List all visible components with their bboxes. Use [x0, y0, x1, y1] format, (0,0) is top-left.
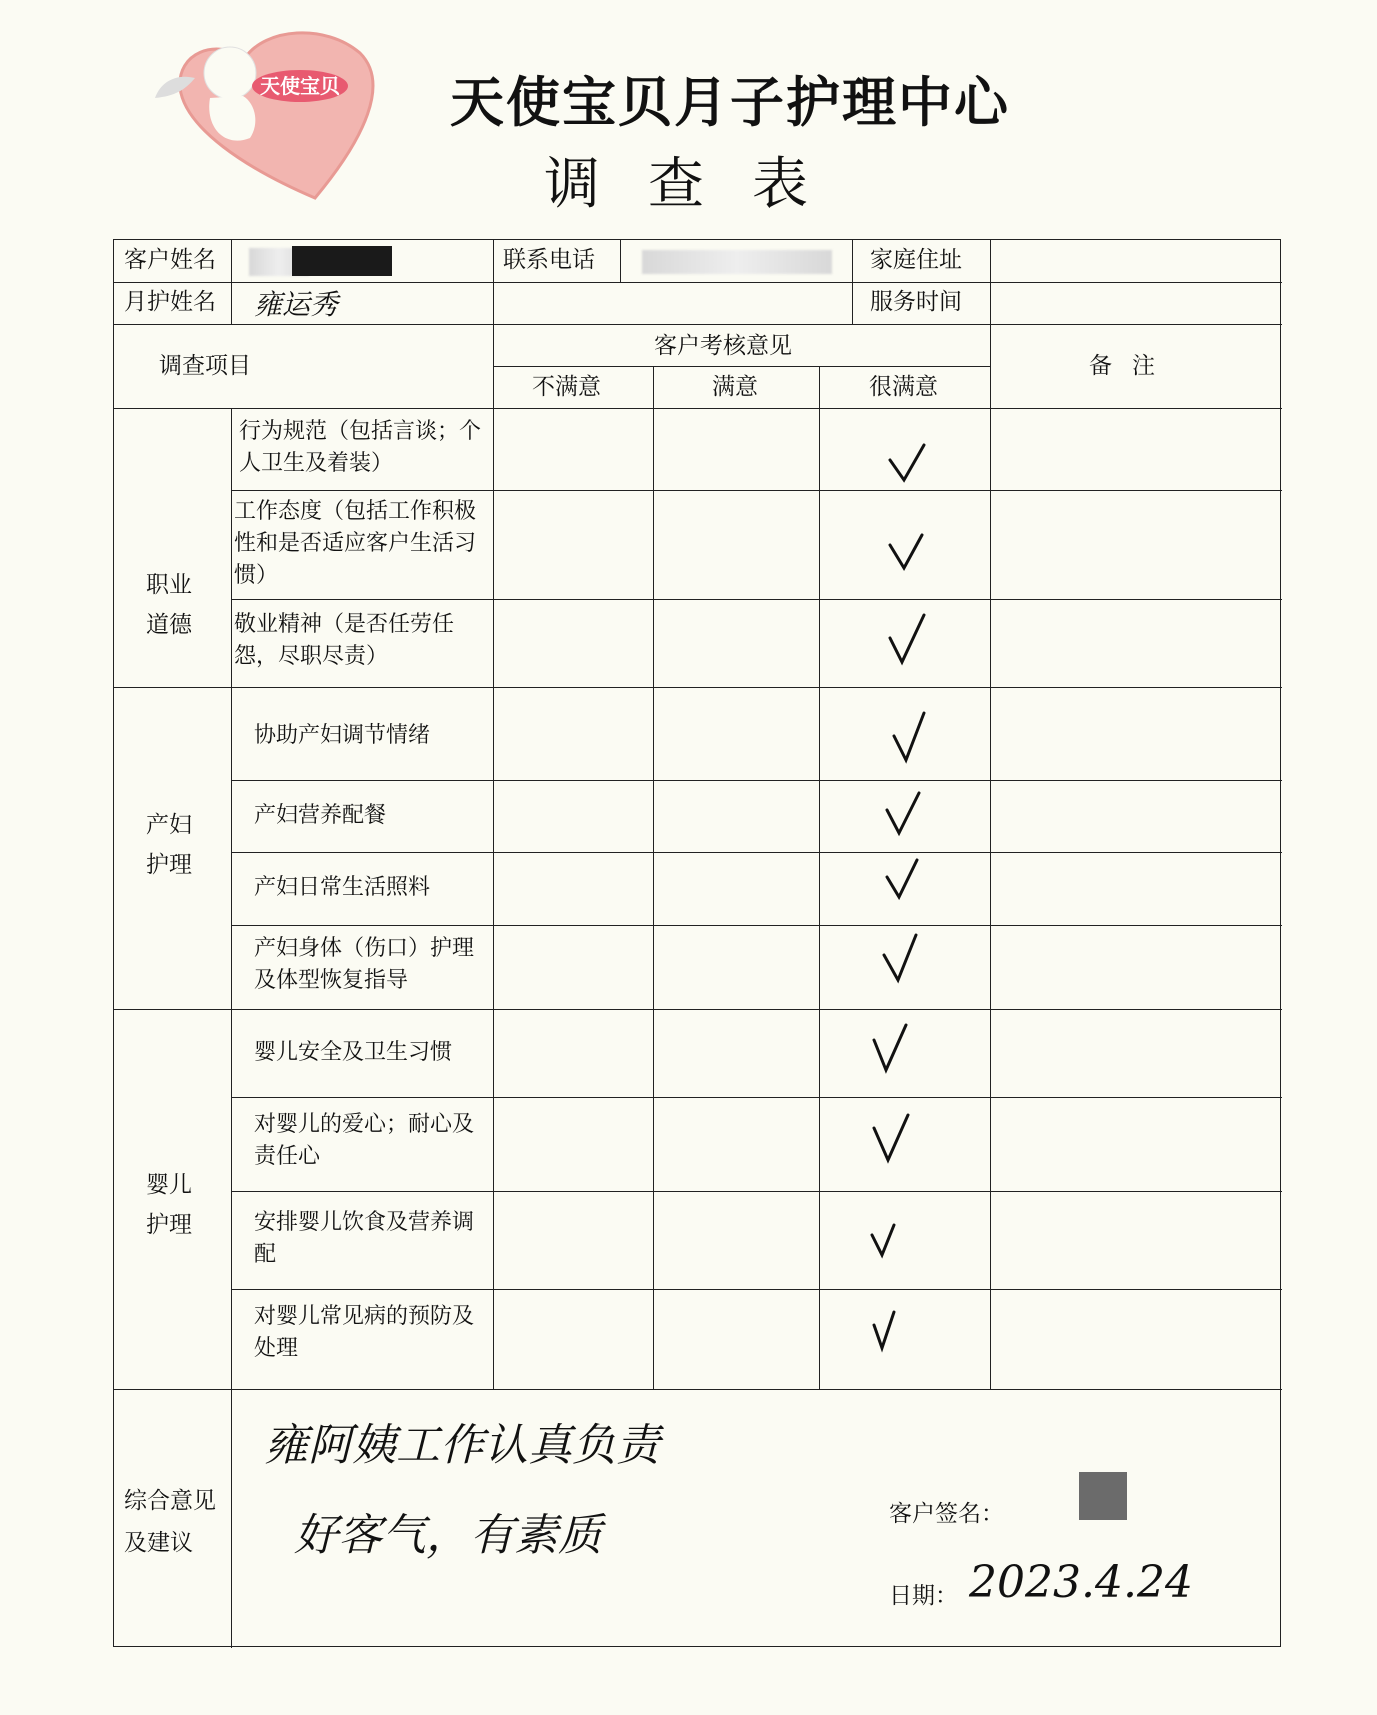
- address-label: 家庭住址: [870, 247, 962, 273]
- svg-text:2023.4.24: 2023.4.24: [969, 1557, 1193, 1608]
- page-subtitle: 调查表: [544, 152, 856, 217]
- logo: [125, 18, 385, 218]
- category-label: 产妇护理: [146, 812, 192, 878]
- summary-comment-handwriting: [254, 1400, 814, 1600]
- check-mark-icon: [866, 1020, 916, 1080]
- service-time-label: 服务时间: [870, 289, 962, 315]
- survey-item: 产妇身体（伤口）护理及体型恢复指导: [254, 936, 475, 993]
- svg-text:好客气，有素质: 好客气，有素质: [294, 1510, 602, 1561]
- opinion-header: 客户考核意见: [654, 333, 792, 359]
- nurse-name-label: 月护姓名: [124, 289, 216, 315]
- date-label: 日期：: [889, 1583, 958, 1609]
- date-handwriting: [964, 1552, 1204, 1612]
- check-mark-icon: [864, 1210, 914, 1270]
- page-title: 天使宝贝月子护理中心: [450, 70, 1010, 134]
- col-very-satisfied: 很满意: [869, 374, 938, 400]
- signature-label: 客户签名：: [889, 1501, 1004, 1527]
- check-mark-icon: [884, 708, 934, 768]
- check-mark-icon: [879, 855, 929, 915]
- survey-item: 对婴儿的爱心；耐心及责任心: [254, 1112, 475, 1169]
- survey-item: 对婴儿常见病的预防及处理: [254, 1304, 475, 1361]
- check-mark-icon: [876, 930, 926, 990]
- category-label: 婴儿护理: [146, 1172, 192, 1238]
- survey-item: 敬业精神（是否任劳任怨，尽职尽责）: [234, 612, 455, 669]
- item-header: 调查项目: [159, 353, 251, 379]
- category-label: 职业道德: [146, 572, 192, 638]
- phone-label: 联系电话: [503, 247, 595, 273]
- check-mark-icon: [879, 785, 929, 845]
- remark-header: 备注: [1089, 353, 1175, 379]
- survey-item: 行为规范（包括言谈；个人卫生及着装）: [239, 419, 482, 476]
- survey-form: [113, 239, 1281, 1647]
- svg-text:雍阿姨工作认真负责: 雍阿姨工作认真负责: [264, 1420, 660, 1471]
- logo-text: 天使宝贝: [260, 74, 340, 98]
- col-satisfied: 满意: [712, 374, 758, 400]
- summary-label: 综合意见及建议: [124, 1488, 216, 1556]
- customer-name-label: 客户姓名: [124, 247, 216, 273]
- signature-redaction: [1079, 1472, 1127, 1520]
- customer-name-redaction-bar: [292, 246, 392, 276]
- survey-item: 婴儿安全及卫生习惯: [254, 1040, 453, 1065]
- svg-text:雍运秀: 雍运秀: [254, 288, 339, 321]
- check-mark-icon: [866, 1110, 916, 1170]
- phone-redaction: [642, 250, 832, 274]
- check-mark-icon: [882, 435, 932, 495]
- survey-item: 产妇营养配餐: [254, 803, 387, 828]
- col-unsatisfied: 不满意: [532, 374, 601, 400]
- check-mark-icon: [882, 610, 932, 670]
- survey-item: 协助产妇调节情绪: [254, 723, 431, 748]
- survey-item: 安排婴儿饮食及营养调配: [254, 1210, 475, 1267]
- survey-item: 产妇日常生活照料: [254, 875, 431, 900]
- check-mark-icon: [864, 1300, 914, 1360]
- survey-item: 工作态度（包括工作积极性和是否适应客户生活习惯）: [234, 499, 477, 588]
- check-mark-icon: [882, 520, 932, 580]
- nurse-name-handwriting: [254, 284, 374, 324]
